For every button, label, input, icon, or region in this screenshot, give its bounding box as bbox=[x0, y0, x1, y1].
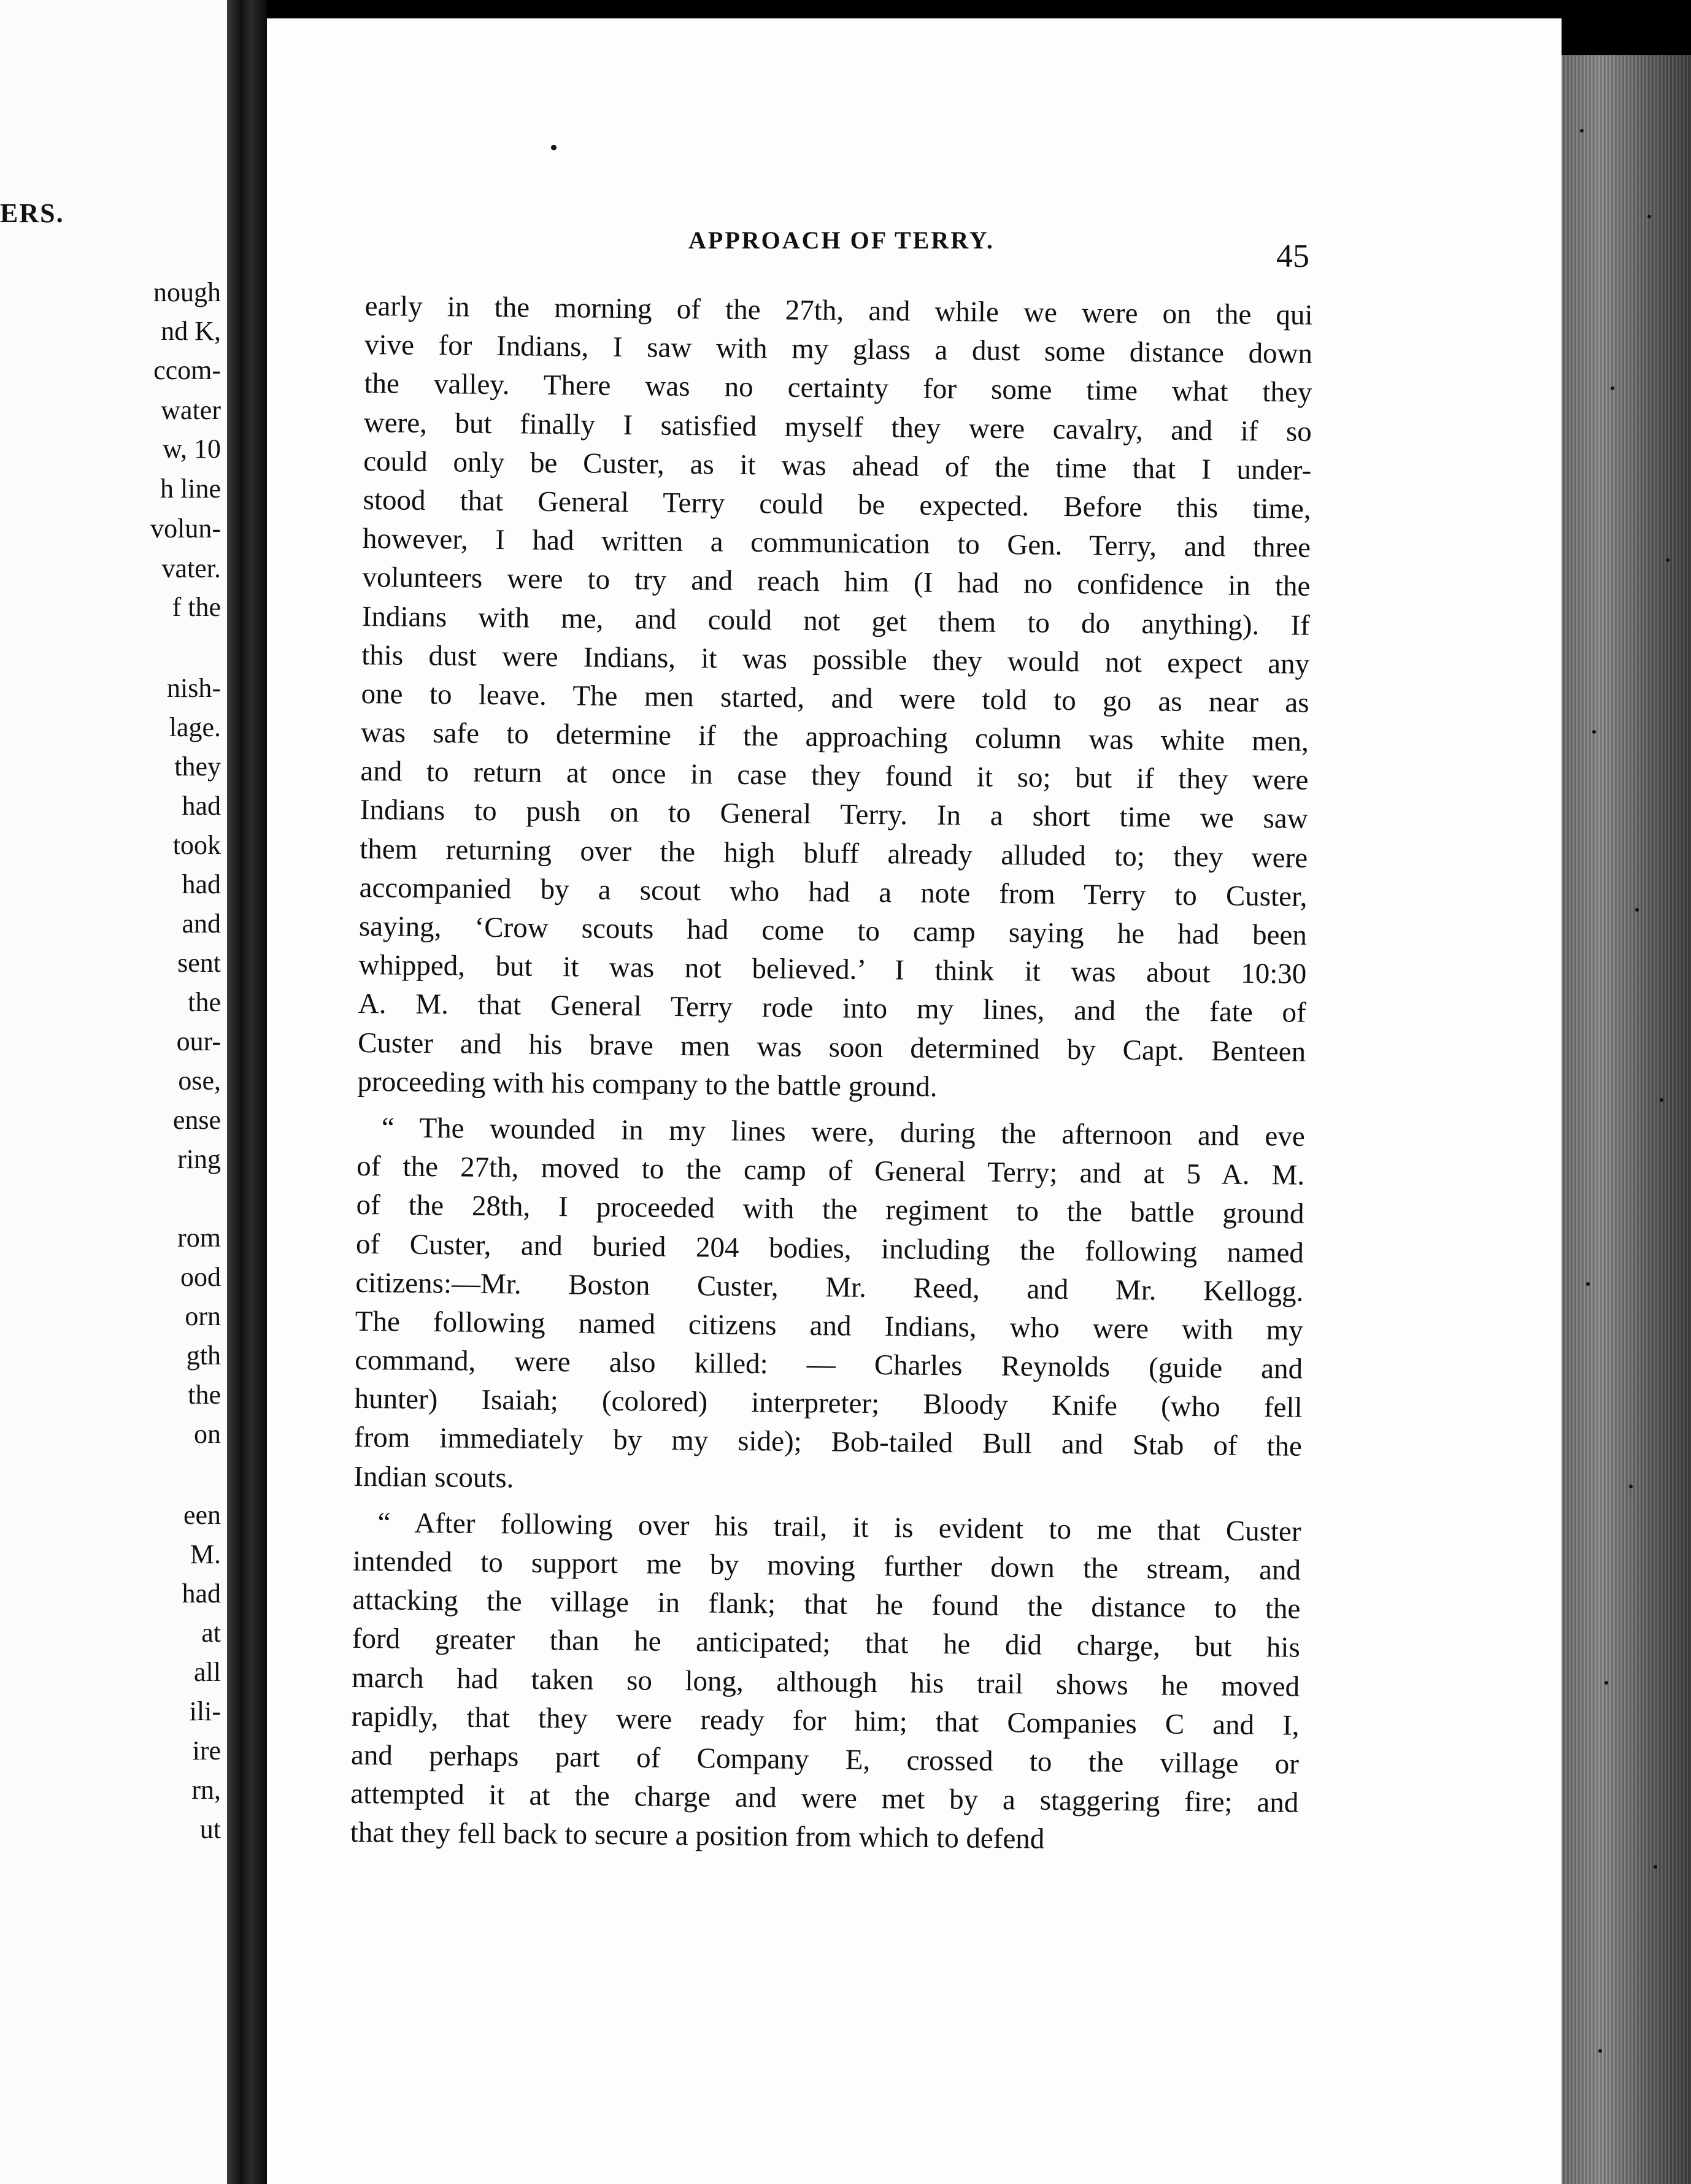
facing-page-fragment: ili- bbox=[189, 1696, 221, 1726]
body-text bbox=[350, 287, 1313, 1861]
stray-ink-dot bbox=[551, 145, 557, 150]
facing-page-fragment: een bbox=[183, 1500, 221, 1530]
facing-page-fragment: rom bbox=[177, 1223, 221, 1253]
facing-page-fragment: w, 10 bbox=[163, 434, 221, 464]
text-line: stood that General Terry could be expected. Before this time, bbox=[363, 483, 1311, 525]
text-line: this dust were Indians, it was possible they would not expect any bbox=[361, 639, 1310, 680]
text-line: early in the morning of the 27th, and while we were on the qui bbox=[364, 290, 1313, 331]
page-number: 45 bbox=[1276, 237, 1309, 274]
text-line: Custer and his brave men was soon determined by Capt. Benteen bbox=[357, 1026, 1306, 1068]
text-line: Indians with me, and could not get them to do anything). If bbox=[361, 600, 1311, 642]
facing-page-fragment: M. bbox=[190, 1539, 221, 1569]
text-line: however, I had written a communication to Gen. Terry, and three bbox=[362, 523, 1311, 564]
facing-page-left bbox=[0, 0, 227, 2184]
text-line: that they fell back to secure a position from which to defend bbox=[350, 1817, 1045, 1856]
text-line: march had taken so long, although his trail shows he moved bbox=[351, 1661, 1300, 1703]
facing-page-fragment: at bbox=[201, 1618, 221, 1648]
facing-page-fragment: the bbox=[188, 1380, 221, 1410]
text-line: saying, ‘Crow scouts had come to camp saying he had been bbox=[358, 910, 1308, 952]
text-line: attacking the village in flank; that he found the distance to the bbox=[352, 1584, 1301, 1625]
text-line: Indians to push on to General Terry. In a short time we saw bbox=[360, 794, 1308, 836]
text-line: one to leave. The men started, and were told to go as near as bbox=[361, 677, 1309, 719]
text-line: intended to support me by moving further down the stream, and bbox=[352, 1545, 1301, 1586]
facing-page-fragment: ose, bbox=[178, 1066, 221, 1096]
facing-page-fragment: had bbox=[182, 1578, 221, 1609]
text-line: whipped, but it was not believed.’ I think it was about 10:30 bbox=[358, 949, 1307, 990]
text-line: of Custer, and buried 204 bodies, including the following named bbox=[355, 1228, 1304, 1269]
book-gutter bbox=[227, 0, 267, 2184]
text-line: could only be Custer, as it was ahead of the time that I under- bbox=[363, 445, 1312, 486]
text-line: accompanied by a scout who had a note from Terry to Custer, bbox=[359, 871, 1308, 913]
text-line: vive for Indians, I saw with my glass a dust some distance down bbox=[364, 329, 1313, 371]
text-line: ford greater than he anticipated; that he did charge, but his bbox=[352, 1623, 1301, 1664]
text-line: of the 28th, I proceeded with the regiment to the battle ground bbox=[356, 1189, 1304, 1231]
text-line: rapidly, that they were ready for him; that Companies C and I, bbox=[351, 1700, 1300, 1742]
facing-page-fragment: volun- bbox=[150, 513, 221, 544]
text-line: “ The wounded in my lines were, during the afternoon and eve bbox=[381, 1112, 1306, 1153]
facing-page-fragment: ring bbox=[177, 1144, 221, 1174]
text-line: attempted it at the charge and were met by a staggering fire; and bbox=[350, 1778, 1299, 1819]
text-line: proceeding with his company to the battle ground. bbox=[357, 1065, 938, 1103]
text-line: was safe to determine if the approaching column was white men, bbox=[360, 717, 1309, 758]
text-line: of the 27th, moved to the camp of General Terry; and at 5 A. M. bbox=[356, 1150, 1305, 1191]
facing-page-fragment: rn, bbox=[191, 1775, 221, 1805]
facing-page-fragment: they bbox=[174, 752, 221, 782]
text-line: them returning over the high bluff already alluded to; they were bbox=[359, 832, 1308, 874]
text-line: from immediately by my side); Bob-tailed Bull and Stab of the bbox=[353, 1421, 1303, 1463]
facing-page-fragment: nd K, bbox=[161, 316, 221, 346]
text-line: and to return at once in case they found it so; but if they were bbox=[360, 755, 1309, 797]
facing-page-fragment: took bbox=[172, 830, 221, 860]
facing-page-fragment: sent bbox=[177, 948, 221, 978]
text-line: The following named citizens and Indians, who were with my bbox=[355, 1305, 1303, 1347]
facing-page-fragment: orn bbox=[185, 1301, 221, 1331]
facing-page-fragment: water bbox=[161, 395, 221, 425]
facing-page-fragment: nough bbox=[153, 277, 221, 307]
text-line: and perhaps part of Company E, crossed to the village or bbox=[350, 1739, 1300, 1780]
facing-page-fragment: ut bbox=[199, 1814, 221, 1844]
text-line: the valley. There was no certainty for some time what they bbox=[364, 367, 1312, 409]
text-line: were, but finally I satisfied myself they were cavalry, and if so bbox=[363, 406, 1312, 448]
running-head: APPROACH OF TERRY. bbox=[688, 226, 995, 254]
facing-page-fragment: f the bbox=[172, 592, 221, 622]
facing-page-fragment: h line bbox=[160, 474, 221, 504]
text-line: volunteers were to try and reach him (I had no confidence in the bbox=[362, 561, 1311, 603]
text-line: “ After following over his trail, it is evident to me that Custer bbox=[377, 1507, 1301, 1548]
facing-page-fragment: gth bbox=[186, 1340, 221, 1371]
facing-page-fragment: and bbox=[182, 909, 221, 939]
facing-page-fragment: on bbox=[194, 1419, 221, 1449]
facing-page-fragment: had bbox=[182, 869, 221, 899]
facing-page-fragment: our- bbox=[176, 1026, 221, 1056]
text-line: A. M. that General Terry rode into my lines, and the fate of bbox=[358, 988, 1306, 1029]
facing-page-fragment: ood bbox=[180, 1262, 221, 1292]
facing-page-fragment: ire bbox=[192, 1736, 221, 1766]
page-edges bbox=[1562, 55, 1691, 2184]
facing-page-fragment: vater. bbox=[161, 553, 221, 583]
facing-page-fragment: ense bbox=[172, 1105, 221, 1135]
facing-page-fragment: had bbox=[182, 791, 221, 821]
facing-page-fragment: ccom- bbox=[153, 355, 221, 385]
text-line: Indian scouts. bbox=[353, 1460, 514, 1494]
facing-page-header: ERS. bbox=[0, 198, 64, 228]
text-line: citizens:—Mr. Boston Custer, Mr. Reed, and Mr. Kellogg. bbox=[355, 1266, 1304, 1308]
facing-page-fragment: nish- bbox=[167, 673, 221, 703]
text-line: command, were also killed: — Charles Reynolds (guide and bbox=[354, 1344, 1303, 1385]
facing-page-fragment: lage. bbox=[169, 712, 221, 742]
text-line: hunter) Isaiah; (colored) interpreter; Bloody Knife (who fell bbox=[354, 1383, 1303, 1424]
facing-page-fragment: all bbox=[194, 1657, 221, 1687]
facing-page-fragment: the bbox=[188, 987, 221, 1017]
